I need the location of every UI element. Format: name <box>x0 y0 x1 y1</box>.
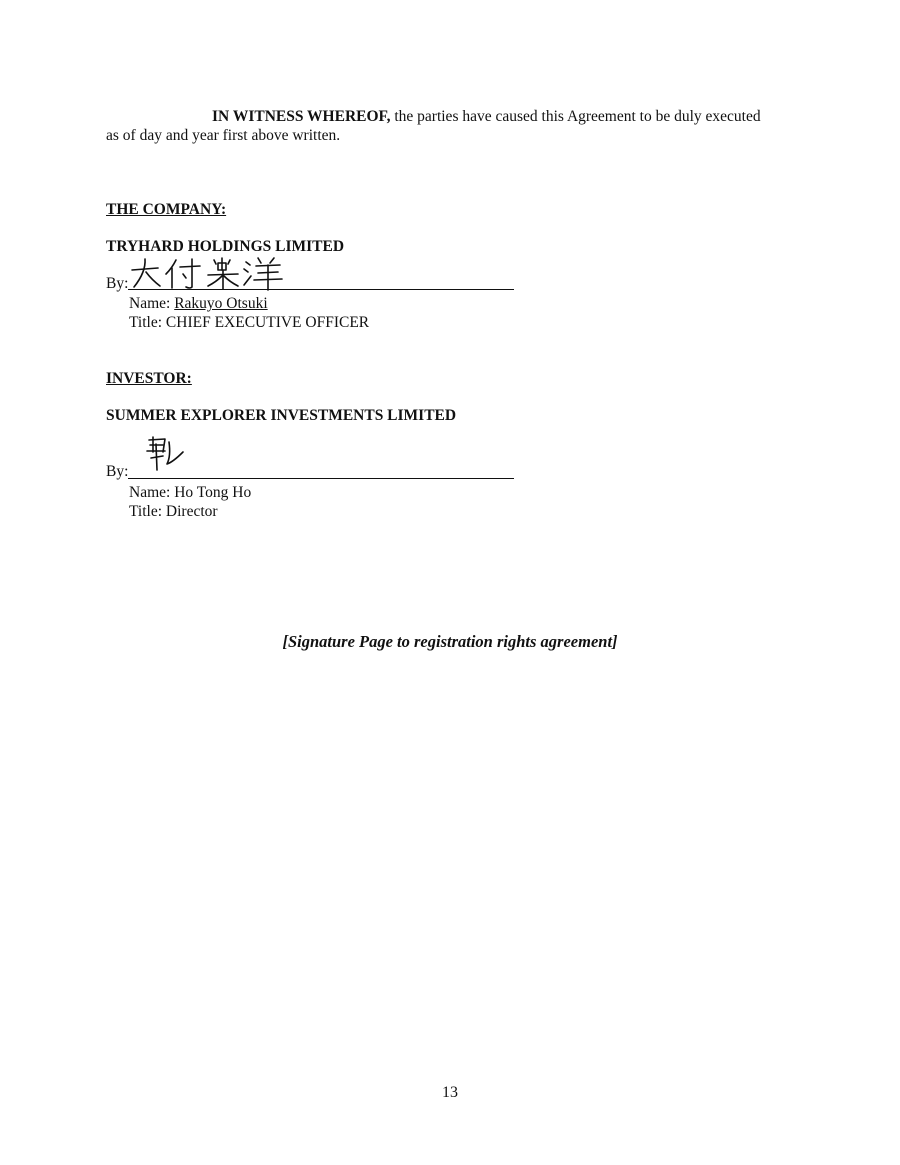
company-entity-name: TRYHARD HOLDINGS LIMITED <box>106 238 345 255</box>
witness-text-1: the parties have caused this Agreement to be duly executed <box>390 108 761 125</box>
company-signature <box>128 254 288 294</box>
company-name-label: Name: <box>129 295 175 312</box>
company-signatory-title <box>129 313 369 332</box>
witness-lead: IN WITNESS WHEREOF, <box>212 108 391 125</box>
company-by-label: By: <box>106 275 129 292</box>
company-title-value: CHIEF EXECUTIVE OFFICER <box>165 314 370 331</box>
witness-clause-line-1 <box>212 107 761 126</box>
company-signatory-name <box>129 294 268 313</box>
investor-entity-name: SUMMER EXPLORER INVESTMENTS LIMITED <box>106 407 457 424</box>
company-name-value: Rakuyo Otsuki <box>174 295 268 312</box>
investor-signature-line <box>128 478 514 479</box>
investor-name-label: Name: <box>129 484 175 501</box>
witness-clause-line-2: as of day and year first above written. <box>106 127 341 144</box>
signature-page-caption: [Signature Page to registration rights agreement] <box>282 632 618 651</box>
investor-title-value: Director <box>165 503 218 520</box>
investor-title-label: Title: <box>129 503 166 520</box>
investor-signature <box>143 434 185 474</box>
investor-signatory-name <box>129 483 251 502</box>
investor-signatory-title <box>129 502 218 521</box>
company-title-label: Title: <box>129 314 166 331</box>
investor-heading: INVESTOR: <box>106 370 192 387</box>
investor-by-label: By: <box>106 463 129 480</box>
company-heading: THE COMPANY: <box>106 201 227 218</box>
investor-name-value: Ho Tong Ho <box>174 484 252 501</box>
page-number: 13 <box>442 1084 458 1101</box>
